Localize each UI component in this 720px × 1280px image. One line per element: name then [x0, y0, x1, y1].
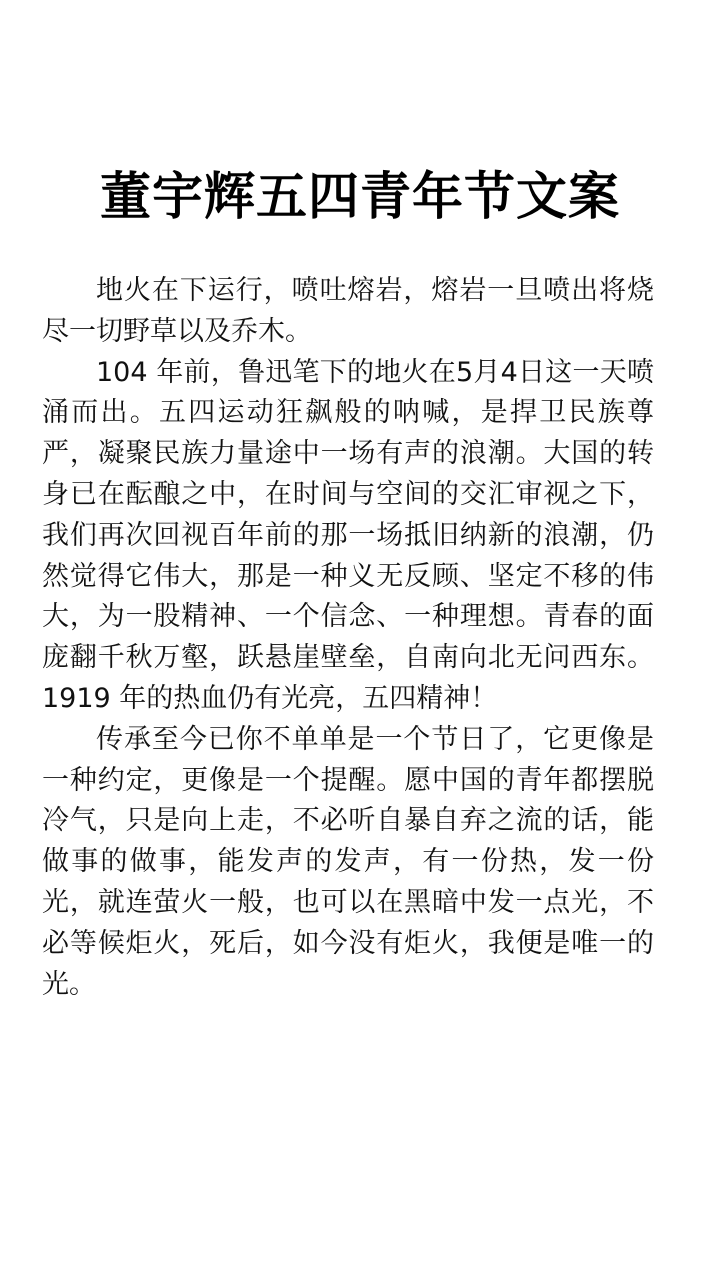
paragraph-2: 104 年前，鲁迅笔下的地火在5月4日这一天喷涌而出。五四运动狂飙般的呐喊，是捍卫民族尊严，凝聚民族力量途中一场有声的浪潮。大国的转身已在酝酿之中，在时间与空间的交汇审视之下，我们再次回视百年前的那一场抵旧纳新的浪潮，仍然觉得它伟大，那是一种义无反顾、坚定不移的伟大，为一股精神、一个信念、一种理想。青春的面庞翻千秋万壑，跃悬崖壁垒，自南向北无问西东。 1919 年的热血仍有光亮，五四精神！ [42, 356, 654, 714]
paragraph-1: 地火在下运行，喷吐熔岩，熔岩一旦喷出将烧尽一切野草以及乔木。 [42, 275, 654, 347]
paragraph-3: 传承至今已你不单单是一个节日了，它更像是一种约定，更像是一个提醒。愿中国的青年都摆脱冷气，只是向上走，不必听自暴自弃之流的话，能做事的做事，能发声的发声，有一份热，发一份光，就连萤火一般，也可以在黑暗中发一点光，不必等候炬火，死后，如今没有炬火，我便是唯一的光。 [42, 723, 654, 1000]
article-body [42, 271, 654, 1005]
page-title: 董宇辉五四青年节文案 [99, 168, 620, 227]
